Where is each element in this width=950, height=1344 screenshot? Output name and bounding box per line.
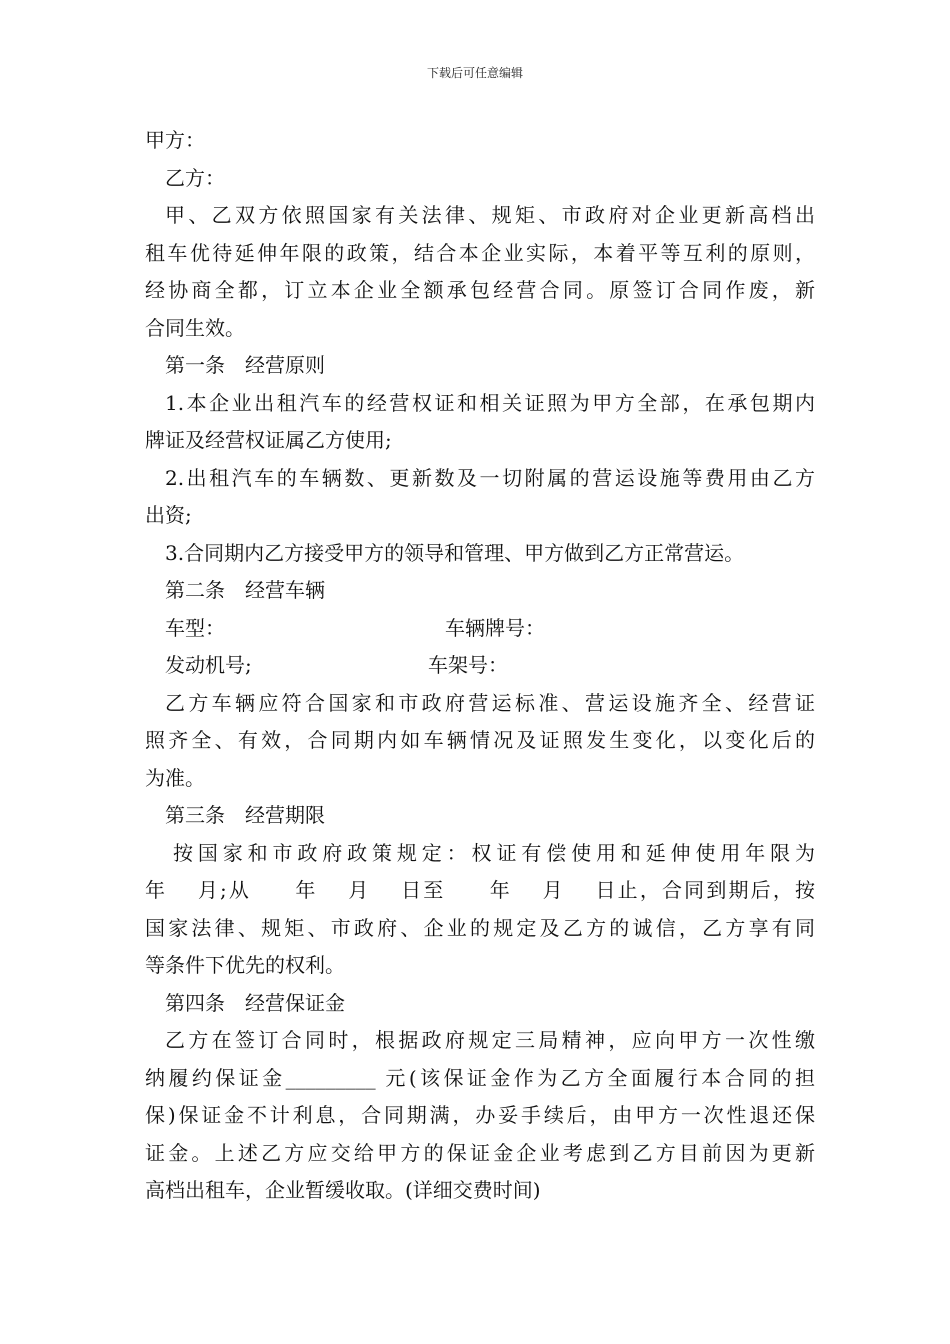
- vehicle-info-row-1: [145, 610, 815, 648]
- frame-number-label: 车架号：: [428, 653, 508, 677]
- preamble-line-2: 租车优待延伸年限的政策，结合本企业实际，本着平等互利的原则，: [145, 240, 815, 265]
- article-3-text-line-1: 按国家和市政府政策规定：权证有偿使用和延伸使用年限为: [173, 840, 815, 865]
- article-2-text-line-1: 乙方车辆应符合国家和市政府营运标准、营运设施齐全、经营证: [165, 690, 815, 715]
- article-3-text-line-3: 国家法律、规矩、市政府、企业的规定及乙方的诚信，乙方享有同: [145, 915, 815, 940]
- article-1-item-2-line-1: 2.出租汽车的车辆数、更新数及一切附属的营运设施等费用由乙方: [165, 465, 815, 490]
- party-a-line: 甲方：: [145, 128, 205, 152]
- preamble-line-1: 甲、乙双方依照国家有关法律、规矩、市政府对企业更新高档出: [165, 203, 815, 227]
- article-3-text-line-4: 等条件下优先的权利。: [145, 953, 345, 977]
- article-4-text-line-1: 乙方在签订合同时，根据政府规定三局精神，应向甲方一次性缴: [165, 1028, 815, 1052]
- article-1-item-3: 3.合同期内乙方接受甲方的领导和管理、甲方做到乙方正常营运。: [165, 540, 745, 565]
- plate-number-label: 车辆牌号：: [445, 615, 545, 640]
- article-2-text-line-2: 照齐全、有效，合同期内如车辆情况及证照发生变化，以变化后的: [145, 728, 815, 752]
- article-1-item-1-line-1: 1.本企业出租汽车的经营权证和相关证照为甲方全部，在承包期内: [165, 390, 815, 415]
- article-3-text-line-2: 年 月;从 年 月 日至 年 月 日止，合同到期后，按: [145, 878, 815, 902]
- article-4-text-line-5: 高档出租车，企业暂缓收取。(详细交费时间): [145, 1178, 541, 1202]
- preamble-line-4: 合同生效。: [145, 315, 245, 340]
- header-note: 下载后可任意编辑: [426, 66, 523, 80]
- vehicle-info-row-2: [145, 647, 815, 685]
- article-1-item-1-line-2: 牌证及经营权证属乙方使用;: [145, 428, 392, 452]
- party-b-line: 乙方：: [165, 165, 225, 190]
- article-2-text-line-3: 为准。: [145, 765, 205, 790]
- article-1-heading: 第一条 经营原则: [165, 353, 325, 377]
- article-3-heading: 第三条 经营期限: [165, 803, 325, 827]
- article-1-item-2-line-2: 出资;: [145, 503, 192, 527]
- article-4-text-line-2: 纳履约保证金_________ 元(该保证金作为乙方全面履行本合同的担: [145, 1065, 815, 1090]
- preamble-line-3: 经协商全都，订立本企业全额承包经营合同。原签订合同作废，新: [145, 278, 815, 302]
- article-4-heading: 第四条 经营保证金: [165, 990, 345, 1015]
- document-body: [145, 122, 815, 1210]
- engine-number-label: 发动机号;: [165, 653, 252, 677]
- article-2-heading: 第二条 经营车辆: [165, 578, 325, 602]
- vehicle-model-label: 车型：: [165, 615, 225, 640]
- article-4-text-line-4: 证金。上述乙方应交给甲方的保证金企业考虑到乙方目前因为更新: [145, 1140, 815, 1165]
- article-4-text-line-3: 保)保证金不计利息，合同期满，办妥手续后，由甲方一次性退还保: [145, 1103, 815, 1127]
